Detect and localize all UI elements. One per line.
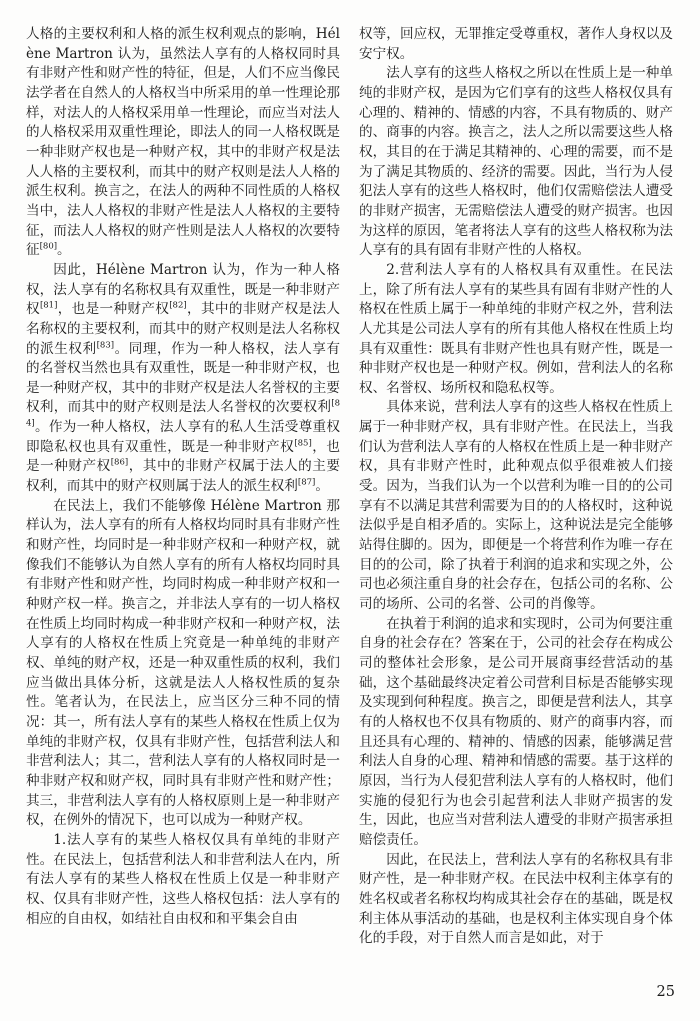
footnote-ref: [84]: [26, 398, 340, 429]
footnote-ref: [80]: [39, 241, 58, 252]
paragraph: 在民法上，我们不能够像 Hélène Martron 那样认为，法人享有的所有人格权均同时具有非财产性和财产性，均同时是一种非财产权和一种财产权，就像我们不能够认为自然人享有的所有人格权均同时具有非财产性和财产性，均同时构成一种非财产权和一种财产权一样。换言之，并非法人享有的一切人格权在性质上均同时构成一种非财产权和一种财产权，法人享有的人格权在性质上究竟是一种单纯的非财产权、单纯的财产权，还是一种双重性质的权利，我们应当做出具体分析，这就是法人人格权性质的复杂性。笔者认为，在民法上，应当区分三种不同的情况：其一，所有法人享有的某些人格权在性质上仅为单纯的非财产权，仅具有非财产性，包括营利法人和非营利法人；其二，营利法人享有的人格权同时是一种非财产权和财产权，同时具有非财产性和财产性；其三，非营利法人享有的人格权原则上是一种非财产权，在例外的情况下，也可以成为一种财产权。: [26, 497, 340, 829]
paragraph: 在执着于利润的追求和实现时，公司为何要注重自身的社会存在？答案在于，公司的社会存在构成公司的整体社会形象，是公司开展商事经营活动的基础，这个基础最终决定着公司营利目标是否能够实现及实现到何种程度。换言之，即便是营利法人，其享有的人格权也不仅具有物质的、财产的商事内容，而且还具有心理的、精神的、情感的因素，能够满足营利法人自身的心理、精神和情感的需要。基于这样的原因，当行为人侵犯营利法人享有的人格权时，他们实施的侵犯行为也会引起营利法人非财产损害的发生，因此，也应当对营利法人遭受的非财产损害承担赔偿责任。: [359, 615, 673, 848]
paragraph: 法人享有的这些人格权之所以在性质上是一种单纯的非财产权，是因为它们享有的这些人格权仅具有心理的、精神的、情感的内容，不具有物质的、财产的、商事的内容。换言之，法人之所以需要这些人格权，其目的在于满足其精神的、心理的需要，而不是为了满足其物质的、经济的需要。因此，当行为人侵犯法人享有的这些人格权时，他们仅需赔偿法人遭受的非财产损害，无需赔偿法人遭受的财产损害。也因为这样的原因，笔者将法人享有的这些人格权称为法人享有的具有固有非财产性的人格权。: [359, 65, 673, 259]
footnote-ref: [83]: [96, 339, 115, 350]
paragraph: 1.法人享有的某些人格权仅具有单纯的非财产性。在民法上，包括营利法人和非营利法人在内，所有法人享有的某些人格权在性质上仅是一种非财产权、仅具有非财产性，这些人格权包括：法人享有的相应的自由权，如结社自由权和和平集会自由: [26, 831, 340, 927]
paragraph: 2.营利法人享有的人格权具有双重性。在民法上，除了所有法人享有的某些具有固有非财产性的人格权在性质上属于一种单纯的非财产权之外，营利法人尤其是公司法人享有的所有其他人格权在性质上均具有双重性：既具有非财产性也具有财产性，既是一种非财产权也是一种财产权。例如，营利法人的名称权、名誉权、场所权和隐私权等。: [359, 261, 673, 396]
paragraph: 人格的主要权利和人格的派生权利观点的影响，Hélène Martron 认为，虽然法人享有的人格权同时具有非财产性和财产性的特征，但是，人们不应当像民法学者在自然人的人格权当中所采用的单一性理论那样，对法人的人格权采用单一性理论，而应当对法人的人格权采用双重性理论，即法人的同一人格权既是一种非财产权也是一种财产权，其中的非财产权是法人人格的主要权利，而其中的财产权则是法人人格的派生权利。换言之，在法人的两种不同性质的人格权当中，法人人格权的非财产性是法人人格权的主要特征，而法人人格权的财产性则是法人人格权的次要特征[80]。: [26, 26, 340, 259]
text-column-right: [359, 25, 673, 993]
footnote-ref: [81]: [39, 300, 58, 311]
page-number: 25: [656, 984, 675, 1000]
footnote-ref: [85]: [294, 438, 312, 449]
paragraph: 因此，Hélène Martron 认为，作为一种人格权，法人享有的名称权具有双重性，既是一种非财产权[81]，也是一种财产权[82]，其中的非财产权是法人名称权的主要权利，而其中的财产权则是法人名称权的派生权利[83]。同理，作为一种人格权，法人享有的名誉权当然也具有双重性，既是一种非财产权，也是一种财产权，其中的非财产权是法人名誉权的主要权利，而其中的财产权则是法人名誉权的次要权利[84]。作为一种人格权，法人享有的私人生活受尊重权即隐私权也具有双重性，既是一种非财产权[85]，也是一种财产权[86]，其中的非财产权属于法人的主要权利，而其中的财产权则属于法人的派生权利[87]。: [26, 261, 340, 495]
paragraph: 因此，在民法上，营利法人享有的名称权具有非财产性，是一种非财产权。在民法中权利主体享有的姓名权或者名称权均构成其社会存在的基础，既是权利主体从事活动的基础，也是权利主体实现自身个体化的手段，对于自然人而言是如此，对于: [359, 851, 673, 947]
paragraph: 具体来说，营利法人享有的这些人格权在性质上属于一种非财产权，具有非财产性。在民法上，当我们认为营利法人享有的人格权在性质上是一种非财产权，具有非财产性时，此种观点似乎很难被人们接受。因为，当我们认为一个以营利为唯一目的的公司享有不以满足其营利需要为目的的人格权时，这种说法似乎是自相矛盾的。实际上，这种说法是完全能够站得住脚的。因为，即便是一个将营利作为唯一存在目的的公司，除了执着于利润的追求和实现之外，公司也必须注重自身的社会存在，包括公司的名称、公司的场所、公司的名誉、公司的肖像等。: [359, 399, 673, 613]
paragraph: 权等，回应权，无罪推定受尊重权，著作人身权以及安宁权。: [359, 26, 673, 62]
text-column-left: [26, 25, 340, 993]
footnote-ref: [86]: [110, 457, 129, 468]
footnote-ref: [87]: [297, 477, 316, 488]
footnote-ref: [82]: [169, 300, 187, 311]
